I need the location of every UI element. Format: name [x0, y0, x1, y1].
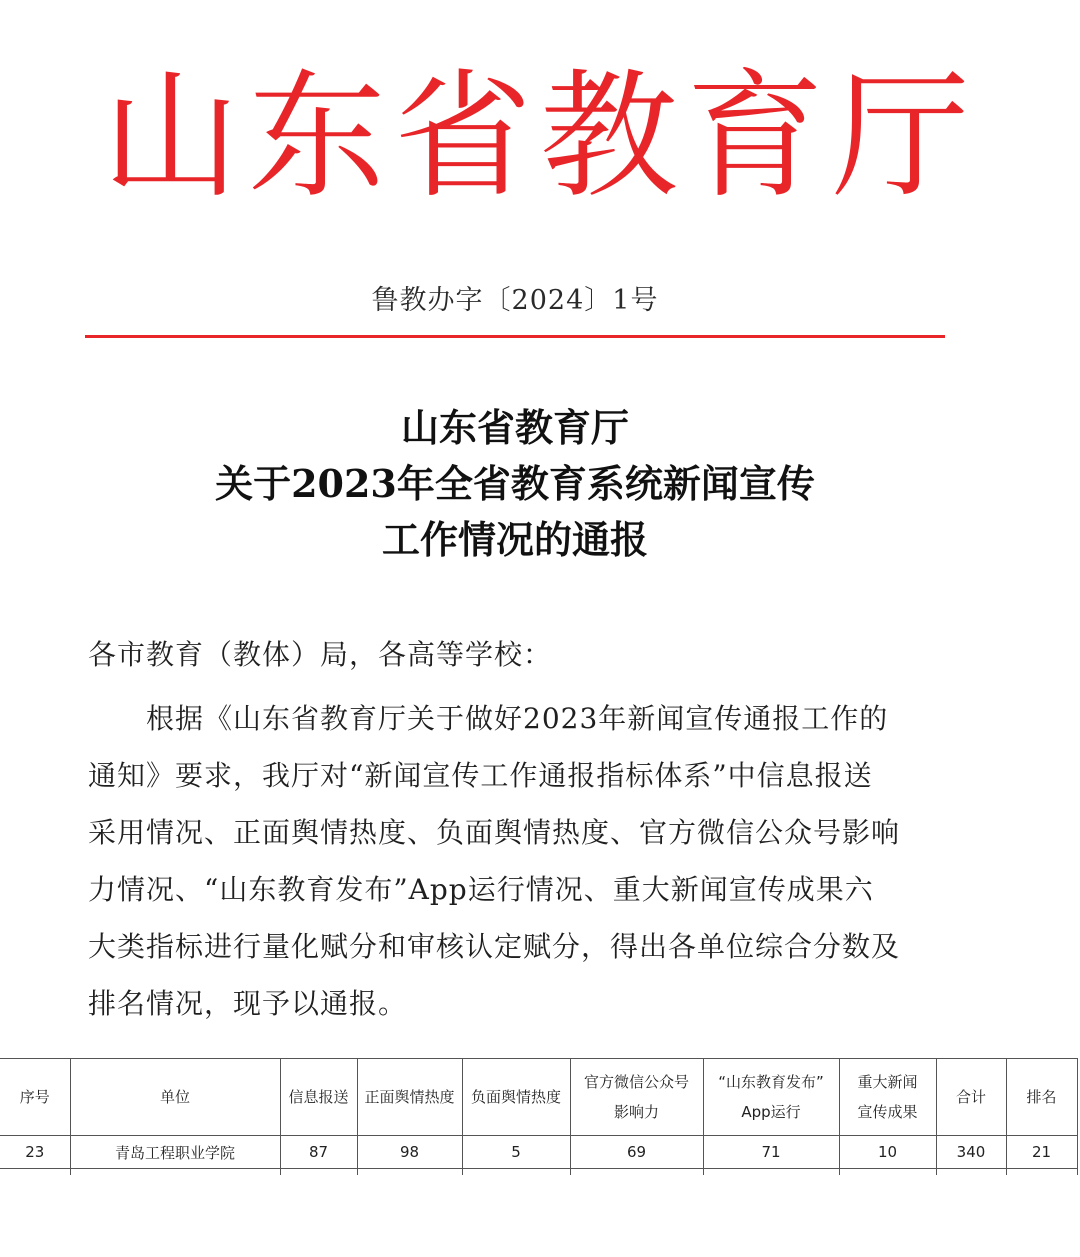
body-line: 力情况、“山东教育发布”App运行情况、重大新闻宣传成果六 [88, 873, 874, 906]
header-seq: 序号 [0, 1059, 70, 1136]
notice-title-line-2: 关于2023年全省教育系统新闻宣传 [215, 461, 815, 506]
table-row [0, 1136, 1077, 1169]
header-app-line-2: App运行 [741, 1103, 801, 1121]
cell-major: 10 [839, 1136, 936, 1169]
cell-info: 87 [280, 1136, 357, 1169]
cell-unit: 青岛工程职业学院 [70, 1136, 280, 1169]
header-unit: 单位 [70, 1059, 280, 1136]
header-major [839, 1059, 936, 1136]
salutation: 各市教育（教体）局，各高等学校： [88, 638, 553, 671]
cell-app: 71 [703, 1136, 839, 1169]
notice-title-line-1: 山东省教育厅 [400, 405, 629, 450]
header-major-line-2: 宣传成果 [857, 1103, 918, 1121]
document-number: 鲁教办字〔2024〕1号 [371, 285, 659, 316]
header-rank: 排名 [1006, 1059, 1077, 1136]
header-wechat [570, 1059, 703, 1136]
header-negative: 负面舆情热度 [462, 1059, 570, 1136]
cell-rank: 21 [1006, 1136, 1077, 1169]
body-line: 大类指标进行量化赋分和审核认定赋分，得出各单位综合分数及 [88, 930, 901, 963]
ranking-table [0, 1058, 1078, 1175]
table-cut-row [0, 1169, 1077, 1176]
body-line: 通知》要求，我厅对“新闻宣传工作通报指标体系”中信息报送 [88, 759, 873, 792]
header-wechat-line-2: 影响力 [613, 1103, 659, 1121]
table-header-row [0, 1059, 1077, 1136]
body-line: 根据《山东省教育厅关于做好2023年新闻宣传通报工作的 [146, 702, 889, 735]
cell-negative: 5 [462, 1136, 570, 1169]
header-info: 信息报送 [280, 1059, 357, 1136]
masthead-title: 山东省教育厅 [101, 56, 978, 217]
cell-total: 340 [936, 1136, 1006, 1169]
cell-wechat: 69 [570, 1136, 703, 1169]
notice-title [0, 400, 1030, 568]
header-total: 合计 [936, 1059, 1006, 1136]
red-divider [85, 335, 945, 338]
header-app [703, 1059, 839, 1136]
body-line: 采用情况、正面舆情热度、负面舆情热度、官方微信公众号影响 [88, 816, 901, 849]
header-major-line-1: 重大新闻 [857, 1073, 918, 1091]
body-line: 排名情况，现予以通报。 [88, 987, 408, 1020]
header-positive: 正面舆情热度 [357, 1059, 462, 1136]
notice-title-line-3: 工作情况的通报 [381, 517, 648, 562]
header-app-line-1: “山东教育发布” [718, 1073, 824, 1091]
cell-seq: 23 [0, 1136, 70, 1169]
header-wechat-line-1: 官方微信公众号 [583, 1073, 689, 1091]
cell-positive: 98 [357, 1136, 462, 1169]
body-paragraph [88, 690, 948, 1032]
